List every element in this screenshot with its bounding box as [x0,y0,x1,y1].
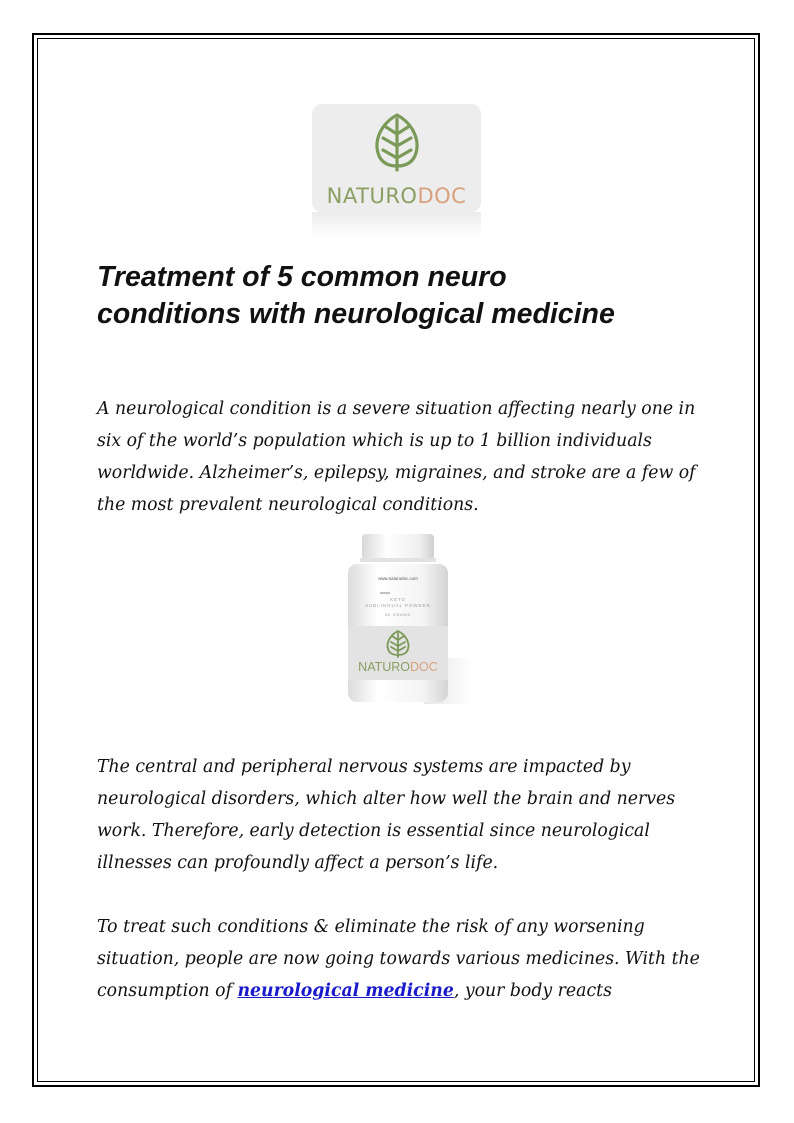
title-line-2: conditions with neurological medicine [97,298,615,330]
logo-brand-part1: NATURO [326,184,418,208]
paragraph-intro: A neurological condition is a severe situation affecting nearly one in six of the world’s population which is up to 1 billion individuals worldwide. Alzheimer’s, epilepsy, migraines, and stroke are a few of the most prevalent neurological conditions. [97,399,696,515]
bottle-label-line1: KETO [390,597,406,602]
page-title [97,259,717,333]
logo-wordmark [312,184,481,208]
bottle-brand-part1: NATURO [358,660,411,674]
leaf-icon [371,112,423,172]
logo-reflection [312,212,481,238]
paragraph-treatment-text: To treat such conditions & eliminate the risk of any worsening situation, people are now going towards various medicines. With the consumption of [97,917,700,1001]
paragraph-treatment-text-end: , your body reacts [453,981,612,1001]
title-line-1: Treatment of 5 common neuro [97,261,507,293]
bottle-brand-part2: DOC [410,660,438,674]
paragraph-treatment [97,911,707,1007]
product-bottle-image [336,530,472,708]
bottle-label-line2: SUBLINGUAL POWDER [365,603,431,608]
paragraph-nervous-system: The central and peripheral nervous systems are impacted by neurological disorders, which alter how well the brain and nerves work. Therefore, early detection is essential since neurological illnesses can profoundly affect a person’s life. [97,757,676,873]
logo-brand-part2: DOC [417,184,467,208]
bottle-label-line3: 60 GRAMS [385,613,411,617]
neurological-medicine-link[interactable]: neurological medicine [237,981,454,1001]
bottle-brand [358,660,438,674]
bottle-label-url: www.naturodoc.com [378,576,418,581]
